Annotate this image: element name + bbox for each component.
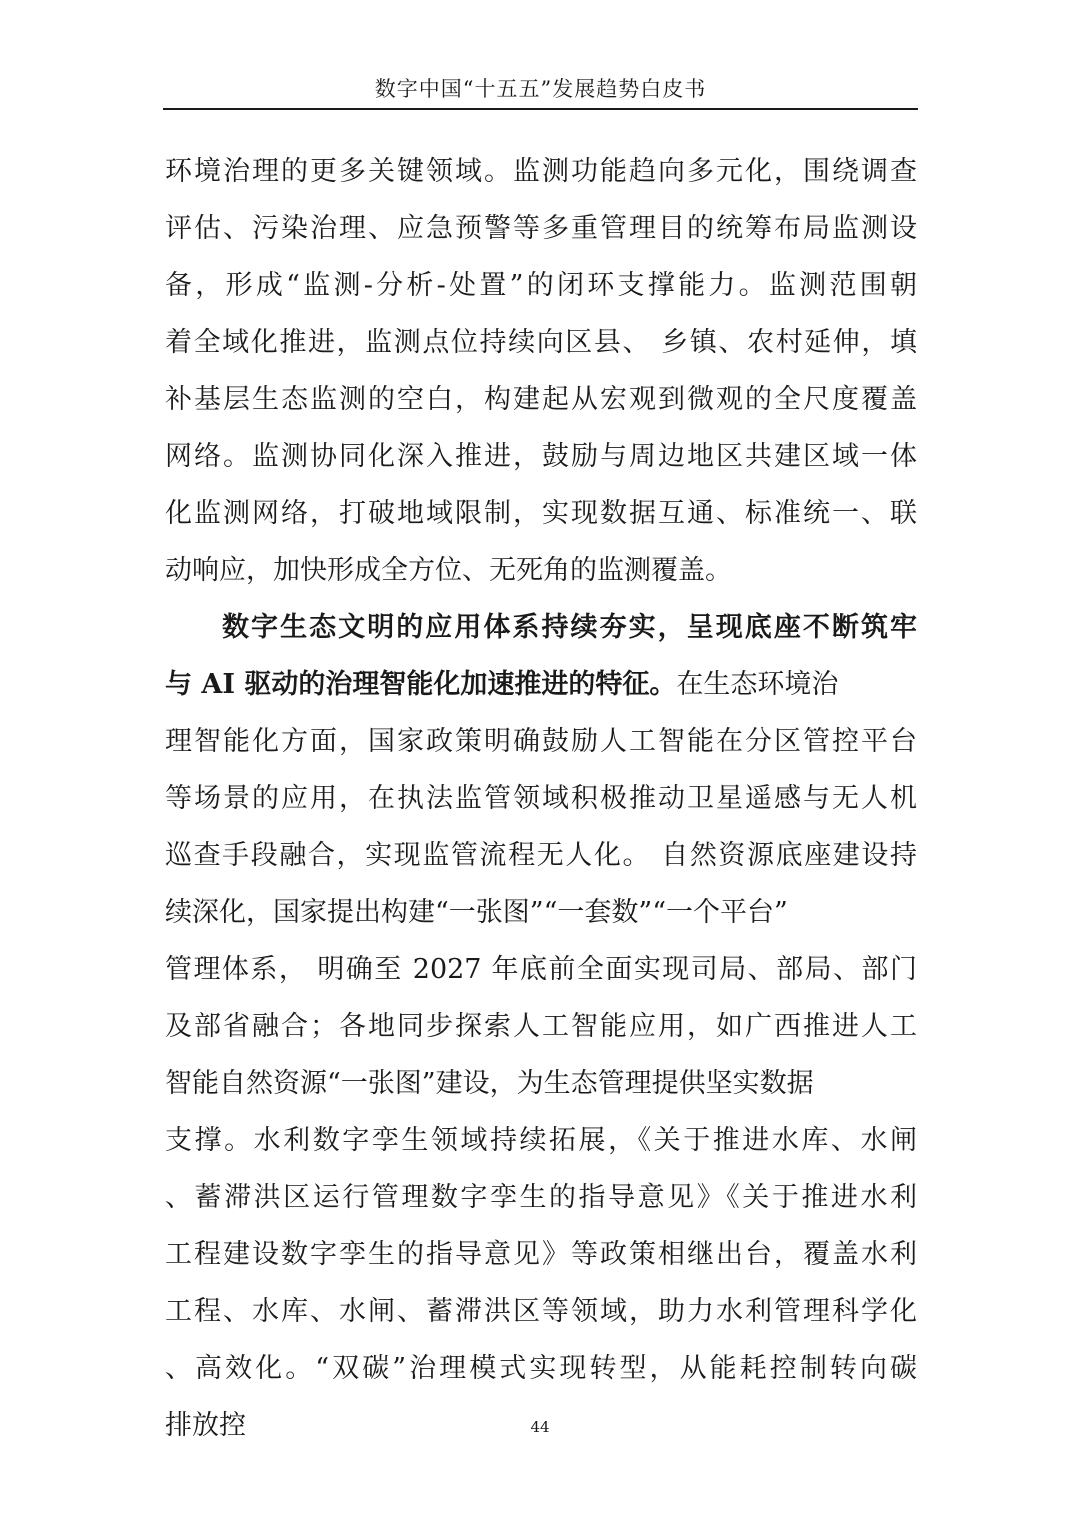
text-line: 工程建设数字孪生的指导意见》等政策相继出台，覆盖水利 <box>165 1239 917 1270</box>
text-line: 智能自然资源“一张图”建设，为生态管理提供坚实数据 <box>165 1068 814 1099</box>
text-line: 、蓄滞洪区运行管理数字孪生的指导意见》《关于推进水利 <box>165 1182 917 1213</box>
text-line: 化监测网络，打破地域限制，实现数据互通、标准统一、联 <box>165 498 917 529</box>
text-line: 巡查手段融合，实现监管流程无人化。 自然资源底座建设持 <box>165 840 917 871</box>
text-line: 动响应，加快形成全方位、无死角的监测覆盖。 <box>165 555 732 586</box>
text-line: 理智能化方面，国家政策明确鼓励人工智能在分区管控平台 <box>165 726 917 757</box>
text-line: 、高效化。“双碳”治理模式实现转型，从能耗控制转向碳 <box>165 1353 917 1384</box>
text-line: 支撑。水利数字孪生领域持续拓展，《关于推进水库、水闸 <box>165 1125 917 1156</box>
text-line: 评估、污染治理、应急预警等多重管理目的统筹布局监测设 <box>165 213 917 244</box>
text-line: 排放控 <box>165 1410 246 1441</box>
text-line: 着全域化推进，监测点位持续向区县、 乡镇、农村延伸，填 <box>165 327 917 358</box>
text-line: 续深化，国家提出构建“一张图”“一套数”“一个平台” <box>165 897 788 928</box>
text-line: 备，形成“监测-分析-处置”的闭环支撑能力。监测范围朝 <box>165 270 917 301</box>
page-header-title: 数字中国“十五五”发展趋势白皮书 <box>374 77 707 101</box>
text-line: 工程、水库、水闸、蓄滞洪区等领域，助力水利管理科学化 <box>165 1296 917 1327</box>
text-line: 及部省融合；各地同步探索人工智能应用，如广西推进人工 <box>165 1011 917 1042</box>
text-line: 等场景的应用，在执法监管领域积极推动卫星遥感与无人机 <box>165 783 917 814</box>
normal-text: 在生态环境治 <box>676 669 839 700</box>
body-text <box>165 143 917 1454</box>
text-line: 网络。监测协同化深入推进，鼓励与周边地区共建区域一体 <box>165 441 917 472</box>
header-divider <box>163 108 918 110</box>
page-number: 44 <box>530 1418 550 1436</box>
bold-lead-text: 与 AI 驱动的治理智能化加速推进的特征。 <box>165 669 677 700</box>
mixed-line <box>165 656 917 713</box>
text-line: 管理体系， 明确至 2027 年底前全面实现司局、部局、部门 <box>165 954 917 985</box>
text-line: 环境治理的更多关键领域。监测功能趋向多元化，围绕调查 <box>165 156 917 187</box>
text-line: 补基层生态监测的空白，构建起从宏观到微观的全尺度覆盖 <box>165 384 917 415</box>
bold-lead-line: 数字生态文明的应用体系持续夯实，呈现底座不断筑牢 <box>222 612 917 643</box>
